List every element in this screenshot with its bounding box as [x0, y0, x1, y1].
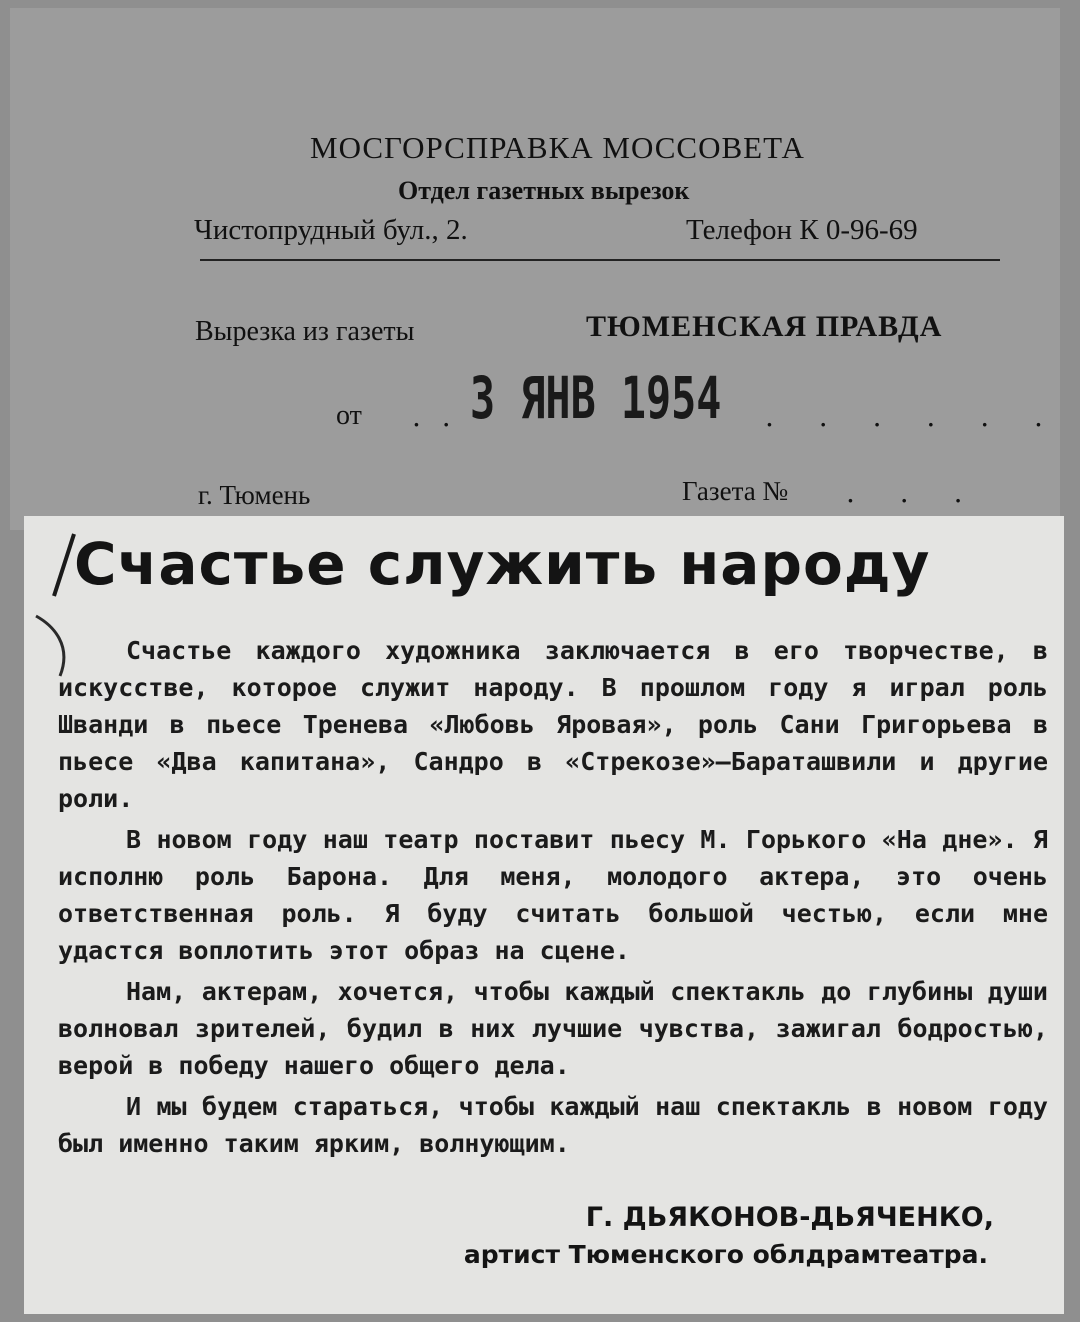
- issue-number-dots: . . .: [846, 476, 981, 509]
- address: Чистопрудный бул., 2.: [194, 214, 468, 246]
- article-headline: Счастье служить народу: [74, 530, 931, 598]
- paragraph: И мы будем стараться, чтобы каждый наш спектакль в новом году был именно таким ярким, волнующим.: [58, 1092, 1048, 1158]
- paragraph: В новом году наш театр поставит пьесу М. Горького «На дне». Я исполню роль Барона. Для меня, молодого актера, это очень ответственная роль. Я буду считать большой честью, если мне удастся воплотить этот образ на сцене.: [58, 825, 1048, 965]
- city: г. Тюмень: [198, 480, 311, 510]
- date-label: от: [336, 400, 362, 431]
- date-stamp: 3 ЯНВ 1954: [470, 364, 722, 432]
- article-body: [58, 632, 1048, 1166]
- divider-rule: [200, 259, 1000, 261]
- department-name: Отдел газетных вырезок: [398, 176, 690, 205]
- source-label: Вырезка из газеты: [195, 316, 415, 347]
- phone-number: Телефон К 0-96-69: [686, 214, 918, 246]
- author-role: артист Тюменского облдрамтеатра.: [463, 1240, 988, 1269]
- paragraph: Нам, актерам, хочется, чтобы каждый спектакль до глубины души волновал зрителей, будил в них лучшие чувства, зажигал бодростью, верой в победу нашего общего дела.: [58, 977, 1048, 1080]
- date-dots-right: . . . . . .: [765, 400, 1061, 433]
- newspaper-name: ТЮМЕНСКАЯ ПРАВДА: [586, 310, 943, 343]
- clipping-bureau-slip: [10, 8, 1060, 530]
- date-dots-left: . .: [412, 400, 457, 433]
- newspaper-clipping: [24, 516, 1064, 1314]
- issue-number-label: Газета №: [682, 476, 789, 506]
- author-name: Г. ДЬЯКОНОВ-ДЬЯЧЕНКО,: [585, 1202, 994, 1233]
- paragraph: Счастье каждого художника заключается в его творчестве, в искусстве, которое служит народу. В прошлом году я играл роль Шванди в пьесе Тренева «Любовь Яровая», роль Сани Григорьева в пьесе «Два капитана», Сандро в «Стрекозе»—Бараташвили и другие роли.: [58, 636, 1048, 813]
- organization-name: МОСГОРСПРАВКА МОССОВЕТА: [310, 130, 805, 165]
